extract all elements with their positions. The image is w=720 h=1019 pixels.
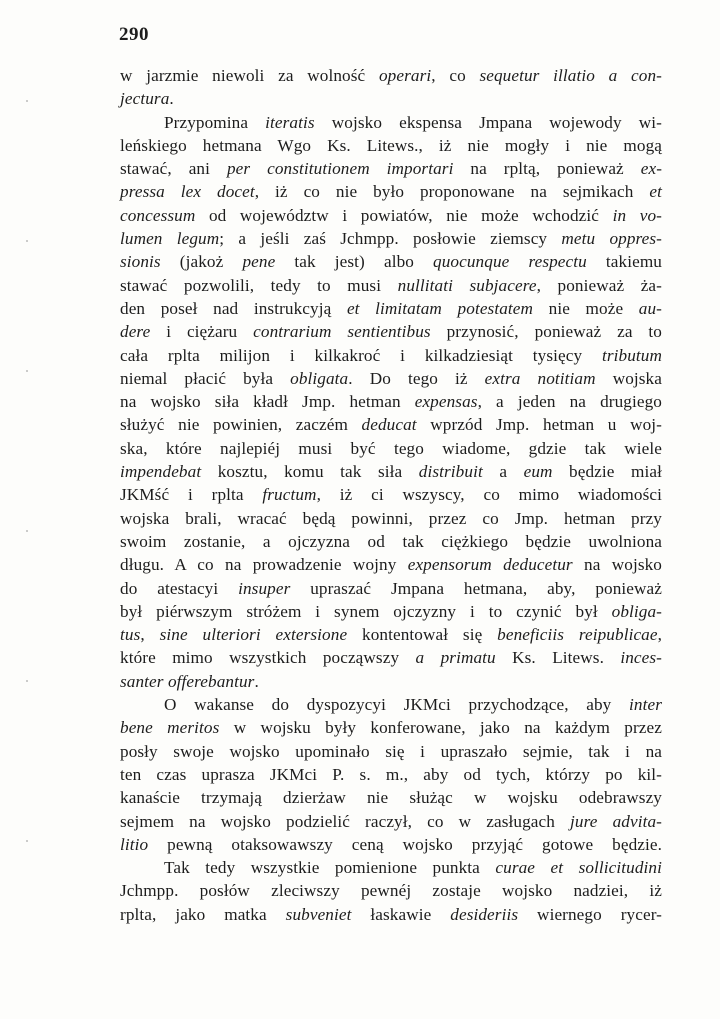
text-line xyxy=(120,693,662,716)
text-line xyxy=(120,367,662,390)
italic-phrase: contrarium sentientibus xyxy=(253,322,431,342)
text-run: stawać pozwolili, tedy to musi xyxy=(120,275,398,295)
text-run: kontentował się xyxy=(347,625,498,645)
text-run: tak jest) albo xyxy=(275,252,434,272)
italic-phrase: iteratis xyxy=(265,112,315,132)
text-line xyxy=(120,413,662,436)
italic-phrase: obliga- xyxy=(611,601,662,621)
text-line xyxy=(120,250,662,273)
text-run: posły swoje wojsko upominało się i upraszało sejmie, tak i na xyxy=(120,741,662,761)
text-run: które mimo wszystkich począwszy xyxy=(120,648,416,668)
italic-phrase: bene meritos xyxy=(120,718,220,738)
text-run: Przypomina xyxy=(164,112,266,132)
italic-phrase: inces- xyxy=(620,648,662,668)
italic-phrase: desideriis xyxy=(450,904,519,924)
text-run: w jarzmie niewoli za wolność xyxy=(120,66,379,85)
text-line xyxy=(120,856,662,879)
text-line xyxy=(120,297,662,320)
text-run: nie może xyxy=(533,298,639,318)
text-run: sejmem na wojsko podzielić raczył, co w zasługach xyxy=(120,811,571,831)
text-line xyxy=(120,903,662,926)
text-run: od województw i powiatów, nie może wchodzić xyxy=(195,205,613,225)
text-run: . xyxy=(254,671,259,691)
text-line xyxy=(120,460,662,483)
text-run: na rpltą, ponieważ xyxy=(453,159,641,179)
text-line xyxy=(120,134,662,157)
page-number: 290 xyxy=(119,24,149,45)
italic-phrase: lumen legum xyxy=(120,229,220,249)
text-run: ska, które najlepiéj musi być tego wiadome, gdzie tak wiele xyxy=(120,438,662,458)
italic-phrase: deducat xyxy=(361,415,417,435)
text-line xyxy=(120,180,662,203)
text-run: wojska brali, wracać będą powinni, przez co Jmp. hetman przy xyxy=(120,508,662,528)
text-line xyxy=(120,111,662,134)
italic-phrase: ex- xyxy=(640,159,663,179)
italic-phrase: pressa lex docet xyxy=(120,182,255,202)
italic-phrase: sine ulteriori extersione xyxy=(159,625,348,645)
text-run: kosztu, komu tak siła xyxy=(201,462,419,482)
text-run: w wojsku były konferowane, jako na każdym przez xyxy=(219,718,662,738)
text-run: , xyxy=(657,625,662,645)
italic-phrase: nullitati subjacere xyxy=(397,275,537,295)
italic-phrase: expensas xyxy=(414,392,478,412)
text-run: łaskawie xyxy=(351,904,451,924)
italic-phrase: au- xyxy=(638,298,663,318)
text-line xyxy=(120,810,662,833)
italic-phrase: in vo- xyxy=(612,205,662,225)
text-run: ten czas uprasza JKMci P. s. m., aby od tych, którzy po kil- xyxy=(120,764,662,784)
text-line xyxy=(120,670,662,693)
text-line xyxy=(120,204,662,227)
text-line xyxy=(120,530,662,553)
text-run: . xyxy=(169,89,174,109)
text-line xyxy=(120,227,662,250)
text-run: niemal płacić była xyxy=(120,368,291,388)
italic-phrase: operari xyxy=(378,66,432,85)
text-run: takiemu xyxy=(586,252,662,272)
text-run: na wojsko siła kładł Jmp. hetman xyxy=(120,392,415,412)
italic-phrase: eum xyxy=(523,462,553,482)
text-line xyxy=(120,716,662,739)
text-line xyxy=(120,740,662,763)
italic-phrase: distribuit xyxy=(418,462,483,482)
text-run: wojska xyxy=(595,368,662,388)
italic-phrase: jectura xyxy=(120,89,170,109)
italic-phrase: curae et sollicitudini xyxy=(495,858,662,878)
text-run: Tak tedy wszystkie pomienione punkta xyxy=(164,858,496,878)
text-line xyxy=(120,87,662,110)
text-line xyxy=(120,833,662,856)
text-run: , xyxy=(140,625,160,645)
text-line xyxy=(120,320,662,343)
text-run: wprzód Jmp. hetman u woj- xyxy=(416,415,662,435)
text-line xyxy=(120,344,662,367)
text-run: , ponieważ ża- xyxy=(536,275,662,295)
text-line xyxy=(120,553,662,576)
text-line xyxy=(120,507,662,530)
italic-phrase: quocunque respectu xyxy=(433,252,587,272)
italic-phrase: beneficiis reipublicae xyxy=(497,625,658,645)
italic-phrase: subveniet xyxy=(285,904,352,924)
text-run: cała rplta milijon i kilkakroć i kilkadziesiąt tysięcy xyxy=(120,345,602,365)
italic-phrase: a primatu xyxy=(415,648,496,668)
text-line xyxy=(120,483,662,506)
italic-phrase: insuper xyxy=(238,578,291,598)
italic-phrase: expensorum deducetur xyxy=(407,555,573,575)
text-run: ; a jeśli zaś Jchmpp. posłowie ziemscy xyxy=(219,229,562,249)
italic-phrase: sequetur illatio a con- xyxy=(479,66,662,85)
body-text xyxy=(120,64,662,926)
text-run: długu. A co na prowadzenie wojny xyxy=(120,555,408,575)
text-run: kanaście trzymają dzierżaw nie służąc w wojsku odebrawszy xyxy=(120,788,662,808)
text-line xyxy=(120,600,662,623)
text-run: , co xyxy=(431,66,480,85)
text-line xyxy=(120,64,662,87)
text-run: i ciężaru xyxy=(150,322,254,342)
text-line xyxy=(120,390,662,413)
text-run: swoim zostanie, a ojczyzna od tak ciężkiego będzie uwolniona xyxy=(120,531,662,551)
text-line xyxy=(120,879,662,902)
italic-phrase: litio xyxy=(120,834,149,854)
text-line xyxy=(120,437,662,460)
italic-phrase: et limitatam potestatem xyxy=(346,298,534,318)
text-run: , iż ci wszyscy, co mimo wiadomości xyxy=(316,485,662,505)
text-line xyxy=(120,786,662,809)
italic-phrase: extra notitiam xyxy=(484,368,596,388)
text-run: będzie miał xyxy=(552,462,662,482)
text-run: leńskiego hetmana Wgo Ks. Litews., iż nie mogły i nie mogą xyxy=(120,135,662,155)
text-run: den poseł nad instrukcyją xyxy=(120,298,347,318)
text-line xyxy=(120,763,662,786)
text-line xyxy=(120,646,662,669)
text-run: przynosić, ponieważ za to xyxy=(430,322,663,342)
italic-phrase: impendebat xyxy=(120,462,202,482)
text-run: a xyxy=(482,462,524,482)
italic-phrase: concessum xyxy=(120,205,196,225)
italic-phrase: tributum xyxy=(601,345,662,365)
text-run: upraszać Jmpana hetmana, aby, ponieważ xyxy=(290,578,662,598)
text-run: O wakanse do dyspozycyi JKMci przychodzące, aby xyxy=(164,695,630,715)
italic-phrase: tus xyxy=(120,625,141,645)
italic-phrase: obligata xyxy=(290,368,349,388)
text-run: wojsko ekspensa Jmpana wojewody wi- xyxy=(314,112,662,132)
text-run: Ks. Litews. xyxy=(495,648,621,668)
scan-edge-marks xyxy=(26,60,30,960)
text-run: Jchmpp. posłów zleciwszy pewnéj zostaje wojsko nadziei, iż xyxy=(120,881,662,901)
text-line xyxy=(120,274,662,297)
italic-phrase: dere xyxy=(120,322,151,342)
text-run: stawać, ani xyxy=(120,159,227,179)
text-line xyxy=(120,157,662,180)
text-line xyxy=(120,577,662,600)
text-run: wiernego rycer- xyxy=(518,904,663,924)
text-run: na wojsko xyxy=(572,555,662,575)
italic-phrase: santer offerebantur xyxy=(120,671,255,691)
text-run: służyć nie powinien, zaczém xyxy=(120,415,362,435)
italic-phrase: per constitutionem importari xyxy=(226,159,454,179)
text-run: pewną otaksowawszy ceną wojsko przyjąć gotowe będzie. xyxy=(148,834,662,854)
text-run: był piérwszym stróżem i synem ojczyzny i to czynić był xyxy=(120,601,612,621)
text-run: , a jeden na drugiego xyxy=(477,392,662,412)
italic-phrase: inter xyxy=(629,695,662,715)
italic-phrase: et xyxy=(649,182,662,202)
italic-phrase: jure advita- xyxy=(570,811,662,831)
text-run: JKMść i rplta xyxy=(120,485,263,505)
italic-phrase: pene xyxy=(242,252,276,272)
italic-phrase: metu oppres- xyxy=(561,229,663,249)
text-run: , iż co nie było proponowane na sejmikach xyxy=(254,182,650,202)
text-line xyxy=(120,623,662,646)
text-run: (jakoż xyxy=(160,252,243,272)
text-run: . Do tego iż xyxy=(348,368,485,388)
text-run: rplta, jako matka xyxy=(120,904,286,924)
italic-phrase: fructum xyxy=(262,485,317,505)
text-run: do atestacyi xyxy=(120,578,239,598)
italic-phrase: sionis xyxy=(120,252,161,272)
